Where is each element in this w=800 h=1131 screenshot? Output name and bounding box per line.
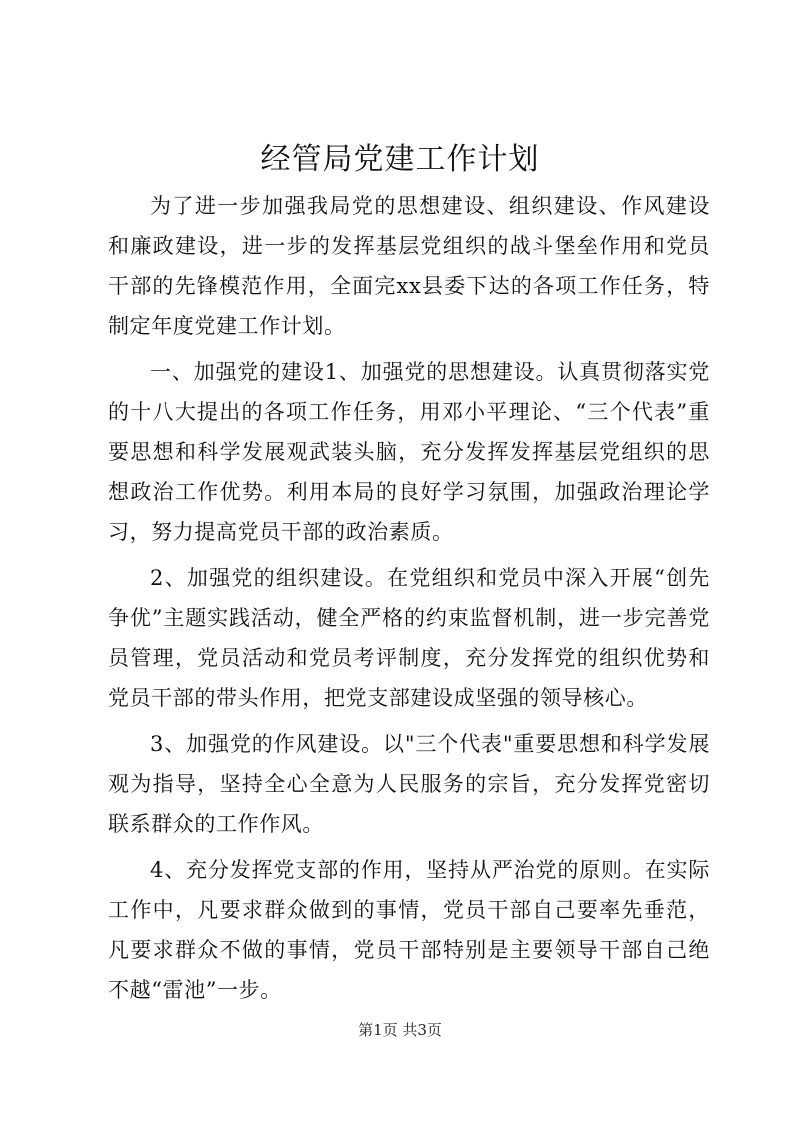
document-body — [108, 186, 710, 1010]
paragraph-section-3: 3、加强党的作风建设。以"三个代表"重要思想和科学发展观为指导，坚持全心全意为人民服务的宗旨，充分发挥党密切联系群众的工作作风。 — [108, 732, 710, 836]
paragraph-section-2: 2、加强党的组织建设。在党组织和党员中深入开展“创先争优”主题实践活动，健全严格的约束监督机制，进一步完善党员管理，党员活动和党员考评制度，充分发挥党的组织优势和党员干部的带头作用，把党支部建设成坚强的领导核心。 — [108, 566, 710, 710]
document-title: 经管局党建工作计划 — [260, 142, 540, 177]
paragraph-section-4: 4、充分发挥党支部的作用，坚持从严治党的原则。在实际工作中，凡要求群众做到的事情，党员干部自己要率先垂范，凡要求群众不做的事情，党员干部特别是主要领导干部自己绝不越“雷池”一步。 — [108, 858, 710, 1002]
paragraph-section-1: 一、加强党的建设1、加强党的思想建设。认真贯彻落实党的十八大提出的各项工作任务，用邓小平理论、“三个代表”重要思想和科学发展观武装头脑，充分发挥发挥基层党组织的思想政治工作优势。利用本局的良好学习氛围，加强政治理论学习，努力提高党员干部的政治素质。 — [108, 360, 710, 544]
paragraph-intro: 为了进一步加强我局党的思想建设、组织建设、作风建设和廉政建设，进一步的发挥基层党组织的战斗堡垒作用和党员干部的先锋模范作用，全面完xx县委下达的各项工作任务，特制定年度党建工作计划。 — [108, 194, 710, 338]
page-number-footer: 第1页 共3页 — [358, 1021, 442, 1039]
